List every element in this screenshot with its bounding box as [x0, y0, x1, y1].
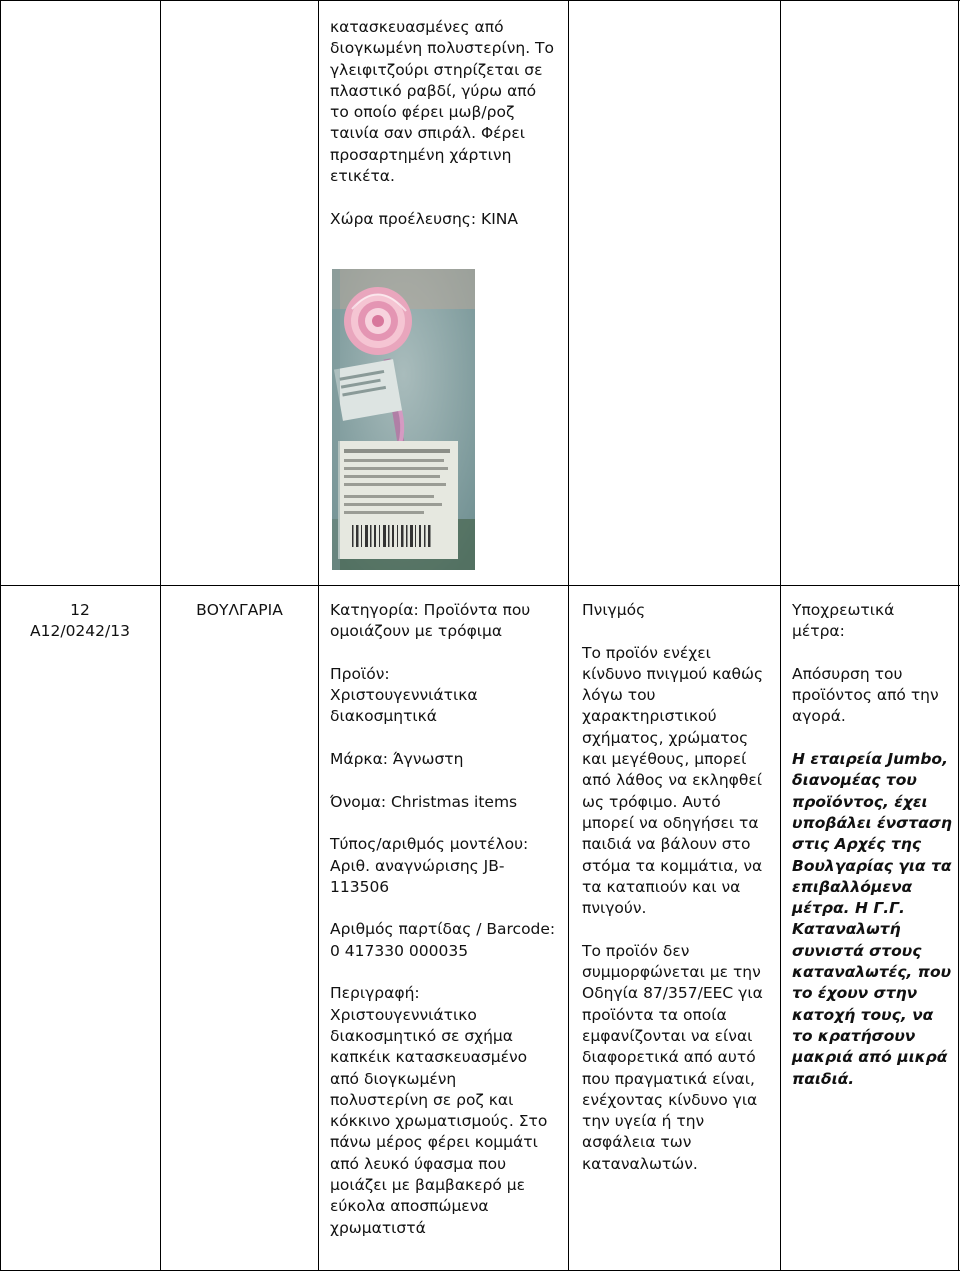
measures-action: Απόσυρση του προϊόντος από την αγορά. [792, 664, 939, 726]
column-divider [318, 0, 319, 1271]
product-photo [332, 269, 475, 570]
reference-code: A12/0242/13 [30, 622, 130, 641]
product-batch: Αριθμός παρτίδας / Barcode: 0 417330 000035 [330, 920, 556, 960]
product-label: Προϊόν: [330, 664, 390, 683]
row-divider [0, 585, 960, 586]
column-divider [780, 0, 781, 1271]
product-item-name: Όνομα: Christmas items [330, 792, 518, 811]
table-top-border [0, 0, 960, 1]
table-bottom-border [0, 1270, 960, 1271]
product-description-continued: κατασκευασμένες από διογκωμένη πολυστερίνη. Το γλειφιτζούρι στηρίζεται σε πλαστικό ραβδί, γύρω από το οποίο φέρει μωβ/ροζ ταινία σαν σπιράλ. Φέρει προσαρτημένη χάρτινη ετικέτα. [330, 18, 555, 186]
risk-type: Πνιγμός [582, 601, 646, 619]
risk-compliance: Το προϊόν δεν συμμορφώνεται με την Οδηγία 87/357/ΕΕC για προϊόντα τα οποία εμφανίζονται να είναι διαφορετικά από αυτό που πραγματικά είναι, ενέχοντας κίνδυνο για την υγεία ή την ασφάλεια των καταναλωτών. [582, 941, 763, 1173]
country-cell [161, 600, 318, 621]
measures-label: Υποχρεωτικά μέτρα: [792, 601, 895, 641]
measures-note: Η εταιρεία Jumbo, διανομέας του προϊόντος, έχει υποβάλει ένσταση στις Αρχές της Βουλγαρίας για τα επιβαλλόμενα μέτρα. Η Γ.Γ. Καταναλωτή συνιστά στους καταναλωτές, που το έχουν στην κατοχή τους, να το κρατήσουν μακριά από μικρά παιδιά. [792, 750, 952, 1088]
row-number: 12 [70, 601, 90, 619]
product-value: Χριστουγεννιάτικα διακοσμητικά [330, 686, 478, 726]
product-brand: Μάρκα: Άγνωστη [330, 750, 464, 769]
product-description: Περιγραφή: Χριστουγεννιάτικο διακοσμητικό σε σχήμα καπκέικ κατασκευασμένο από διογκωμένη πολυστερίνη σε ροζ και κόκκινο χρωματισμούς. Στο πάνω μέρος φέρει κομμάτι από λευκό ύφασμα που μοιάζει με βαμβακερό με εύκολα αποσπώμενα χρωματιστά [330, 984, 548, 1237]
risk-cell [582, 600, 772, 1175]
country-of-origin: Χώρα προέλευσης: ΚΙΝΑ [330, 209, 518, 228]
product-category: Κατηγορία: Προϊόντα που ομοιάζουν με τρόφιμα [330, 601, 531, 641]
table-right-border [958, 0, 959, 1271]
notifying-country: ΒΟΥΛΓΑΡΙΑ [196, 601, 283, 619]
column-divider [568, 0, 569, 1271]
product-cell [330, 600, 556, 1239]
product-model: Τύπος/αριθμός μοντέλου: Αριθ. αναγνώρισης JB-113506 [330, 835, 529, 896]
risk-description: Το προϊόν ενέχει κίνδυνο πνιγμού καθώς λόγω του χαρακτηριστικού σχήματος, χρώματος και μεγέθους, μπορεί από λάθος να εκληφθεί ως τρόφιμο. Αυτό μπορεί να οδηγήσει τα παιδιά να βάλουν στο στόμα τα κομμάτια, να τα καταπιούν και να πνιγούν. [582, 643, 764, 918]
product-cell-continued [330, 17, 558, 230]
product-name-block [330, 664, 556, 728]
row-number-cell [0, 600, 160, 643]
measures-cell [792, 600, 952, 1090]
column-divider [160, 0, 161, 1271]
